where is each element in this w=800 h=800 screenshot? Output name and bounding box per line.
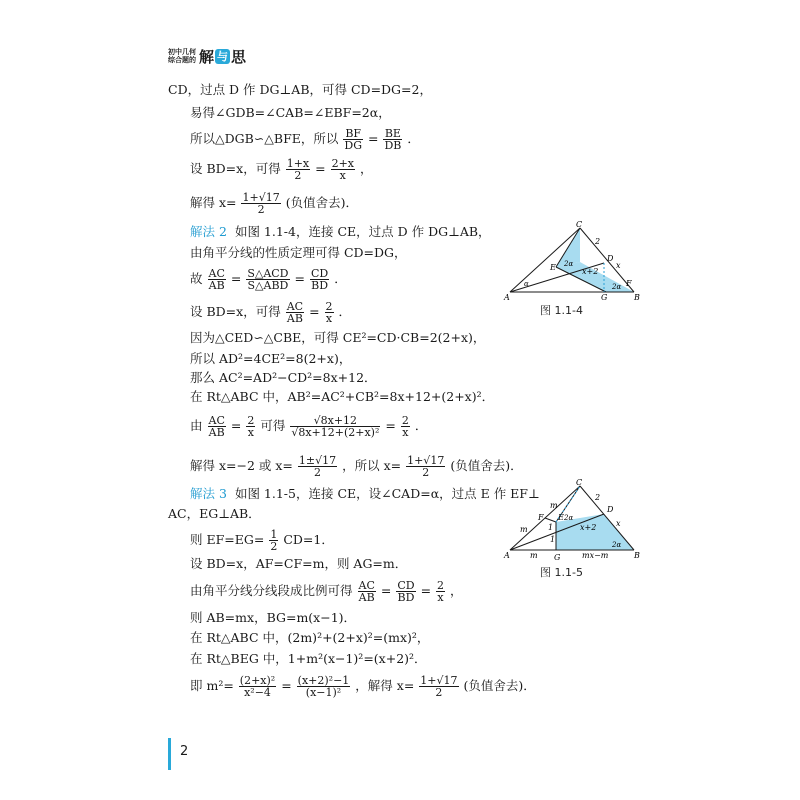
text-line [190,580,463,603]
text-span: ， [450,583,463,598]
equals-sign: = [385,418,396,433]
label-m1: m [550,501,558,510]
label-B: B [634,293,640,302]
text-line [190,192,358,215]
fraction-num: CD [310,267,329,280]
label-E: E [550,263,556,272]
label-G: G [554,553,561,562]
label-D: D [607,505,614,514]
text-span: 设 BD=x，可得 [190,304,281,319]
fraction-num: AC [208,267,225,280]
text-span: 则 EF=EG= [190,532,265,547]
text-span: ． [414,418,428,433]
fraction-num: 1+√17 [420,674,458,687]
page-number-bar [168,738,171,770]
text-span: ，解得 x= [355,678,415,693]
label-2alpha-b: 2α [612,541,622,549]
solution-label: 解法 2 [190,224,227,239]
label-one-2: 1 [550,535,556,544]
equals-sign: = [294,271,305,286]
fraction [239,675,276,698]
fraction-num: 1+√17 [242,191,280,204]
fraction [246,268,289,291]
fraction [325,301,334,324]
text-line: 由角平分线的性质定理可得 CD=DG， [190,245,407,260]
text-span: 如图 1.1-4，连接 CE，过点 D 作 DG⊥AB， [234,224,491,239]
fraction-den: 2 [314,466,321,479]
fraction-den: DG [344,139,362,152]
text-line: 易得∠GDB=∠CAB=∠EBF=2α， [190,105,391,120]
fraction-den: AB [358,591,375,604]
fraction-den: 2 [422,466,430,479]
fraction-num: CD [397,579,415,592]
fraction-num: (2+x)² [239,674,276,687]
text-line [190,415,427,438]
label-G: G [601,293,608,302]
fraction-den: DB [384,139,402,152]
fraction [436,580,445,603]
text-line [190,529,334,552]
text-span: 所以△DGB∽△BFE，所以 [190,131,339,146]
text-line: 则 AB=mx，BG=m(x−1)． [190,610,357,625]
fraction-den: BD [397,591,415,604]
text-line: 在 Rt△BEG 中，1+m²(x−1)²=(x+2)²． [190,651,427,666]
fraction-den: 2 [257,203,265,216]
fraction [208,268,226,291]
fraction [297,675,351,698]
text-span: (负值舍去)． [463,678,536,693]
label-x: x [616,519,621,528]
equals-sign: = [367,131,379,146]
text-span: CD=1． [283,532,334,547]
label-B: B [634,551,640,560]
header-title [199,46,246,67]
equals-sign: = [309,304,320,319]
text-line: 在 Rt△ABC 中，(2m)²+(2+x)²=(mx)²， [190,630,430,645]
fraction [383,128,402,151]
equals-sign: = [380,583,392,598]
text-span: 故 [190,271,203,286]
fraction-num: 2+x [331,157,354,170]
text-span: 即 m²= [190,678,234,693]
fraction-num: 2 [401,414,409,427]
fraction [401,415,410,438]
text-span: (负值舍去)． [450,458,523,473]
header-line2: 综合题的 [168,56,196,64]
fraction-num: 2 [437,579,445,592]
figure-1-1-4 [500,220,640,302]
equals-sign: = [281,678,292,693]
label-m2: m [520,525,528,534]
text-line [190,455,523,478]
text-line: 那么 AC²=AD²−CD²=8x+12． [190,370,377,385]
label-two: 2 [595,237,601,246]
text-line [190,128,420,151]
text-line [190,224,491,240]
header-subtitle [168,48,196,64]
fraction-den: x [247,426,254,439]
page-number: 2 [180,744,189,759]
text-span: 设 BD=x，可得 [190,161,281,176]
figure-caption: 图 1.1-4 [540,304,583,317]
fraction [419,675,458,698]
fraction [343,128,363,151]
fraction [396,580,415,603]
text-line: 因为△CED∽△CBE，可得 CE²=CD·CB=2(2+x)， [190,330,486,345]
fraction-den: x [339,169,346,182]
fraction-den: x²−4 [244,686,271,699]
fraction-den: S△ABD [247,279,289,292]
text-span: 可得 [260,418,286,433]
fraction [246,415,255,438]
text-span: 解得 x= [190,195,237,210]
label-2alpha: 2α [564,514,574,522]
label-A: A [504,293,510,302]
label-one-1: 1 [548,523,554,532]
book-header [168,44,246,68]
fraction-den: AB [286,312,303,325]
label-A: A [504,551,510,560]
text-line: AC，EG⊥AB． [168,506,261,521]
text-line: CD，过点 D 作 DG⊥AB，可得 CD=DG=2， [168,82,432,97]
label-E: E [558,513,564,522]
text-span: 由 [190,418,203,433]
fraction-num: 2 [325,300,333,313]
label-C: C [576,220,583,229]
label-2alpha: 2α [564,260,574,268]
equals-sign: = [230,418,242,433]
fraction-den: AB [208,426,225,439]
text-span: ，所以 x= [342,458,402,473]
fraction-num: √8x+12 [290,415,380,427]
fraction-num: 2 [247,414,255,427]
text-span: ． [407,131,420,146]
fraction-den: x [402,426,409,439]
text-line: 所以 AD²=4CE²=8(2+x)， [190,351,352,366]
label-alpha: α [524,280,529,288]
label-F: F [538,513,544,522]
fraction-num: 1+√17 [407,454,445,467]
label-two: 2 [595,493,601,502]
fraction-den: x [325,312,333,325]
figure-1-1-5 [500,478,640,564]
fraction [290,415,380,438]
fraction [208,415,226,438]
text-span: (负值舍去)． [285,195,358,210]
fraction-num: 1±√17 [298,454,337,467]
label-m3: m [530,551,538,560]
fraction-num: AC [358,579,375,592]
fraction [406,455,445,478]
fraction [331,158,355,181]
fraction-num: AC [286,300,304,313]
label-F: F [626,279,632,288]
fraction-den: x [437,591,444,604]
label-x: x [616,261,621,270]
header-title-right: 思 [231,47,247,66]
fraction-num: (x+2)²−1 [297,674,350,687]
fraction [286,301,304,324]
text-span: 由角平分线分线段成比例可得 [190,583,353,598]
fraction-den: 2 [435,686,443,699]
fraction [269,529,278,552]
equals-sign: = [230,271,242,286]
text-line [190,486,540,502]
text-line [190,158,373,181]
line-ef [545,518,556,522]
text-span: ， [359,161,373,176]
solution-label: 解法 3 [190,486,227,501]
header-title-left: 解 [199,47,215,66]
label-C: C [576,478,583,487]
text-line [190,675,536,698]
fraction [310,268,329,291]
label-2alpha-b: 2α [612,283,622,291]
figure-caption: 图 1.1-5 [540,566,583,579]
header-title-mid: 与 [217,49,229,63]
text-span: ． [334,271,347,286]
label-D: D [607,254,614,263]
fraction-num: 1 [270,528,278,541]
fraction [241,192,280,215]
text-line: 在 Rt△ABC 中，AB²=AC²+CB²=8x+12+(2+x)²． [190,389,495,404]
text-span: 解得 x=−2 或 x= [190,458,293,473]
equals-sign: = [420,583,432,598]
fraction-den: (x−1)² [305,686,342,699]
fraction [286,158,310,181]
fraction-num: BF [345,127,362,140]
fraction-num: 1+x [286,157,310,170]
text-line [190,301,351,324]
text-span: 如图 1.1-5，连接 CE，设∠CAD=α，过点 E 作 EF⊥ [234,486,540,501]
fraction [298,455,337,478]
text-line [190,268,347,291]
fraction-den: BD [311,279,329,292]
fraction-den: AB [208,279,225,292]
fraction-num: BE [384,127,401,140]
text-line: 设 BD=x，AF=CF=m，则 AG=m． [190,556,408,571]
equals-sign: = [315,161,326,176]
fraction-den: 2 [270,540,278,553]
fraction-num: AC [208,414,225,427]
fraction-num: S△ACD [247,267,289,280]
label-x-plus-2: x+2 [582,267,599,276]
header-line1: 初中几何 [168,48,196,56]
text-span: ． [338,304,352,319]
fraction [358,580,376,603]
label-mx-minus-m: mx−m [582,551,609,560]
fraction-den: 2 [294,169,302,182]
fraction-den: √8x+12+(2+x)² [291,426,380,439]
label-x-plus-2: x+2 [580,523,597,532]
